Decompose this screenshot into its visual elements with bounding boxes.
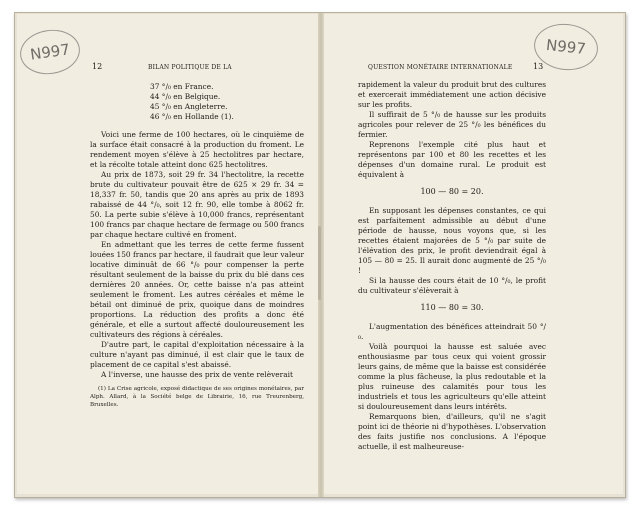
footnote-text: (1) La Crise agricole, exposé didactique de ses origines monétaires, par Alph. Allard, à la Société belge de Librairie, 16, rue Treurenberg, Bruxelles. bbox=[90, 386, 304, 408]
left-page-number: 12 bbox=[92, 62, 103, 71]
percentage-item: 45 °/₀ en Angleterre. bbox=[150, 102, 228, 111]
paragraph: D'autre part, le capital d'exploitation nécessaire à la culture n'ayant pas diminué, il est clair que le taux de placement de ce capital s'est abaissé. bbox=[90, 340, 304, 369]
left-body-text bbox=[90, 130, 304, 380]
percentage-item: 37 °/₀ en France. bbox=[150, 82, 214, 91]
paragraph: A l'inverse, une hausse des prix de vente relèverait bbox=[101, 370, 293, 379]
archive-stamp-left: N997 bbox=[17, 26, 83, 78]
percentage-list bbox=[150, 82, 234, 122]
paragraph: Il suffirait de 5 °/₀ de hausse sur les produits agricoles pour relever de 25 °/₀ les bénéfices du fermier. bbox=[358, 110, 546, 139]
equation: 110 — 80 = 30. bbox=[420, 303, 484, 312]
left-running-header: BILAN POLITIQUE DE LA bbox=[148, 64, 232, 71]
right-body-text bbox=[358, 80, 546, 452]
paragraph: Au prix de 1873, soit 29 fr. 34 l'hectolitre, la recette brute du cultivateur pouvait être de 625 × 29 fr. 34 = 18,337 fr. 50, tandis que 20 ans après au prix de 1893 rabaissé de 44 °/₀, soit 12 fr. 90, elle tombe à 8062 fr. 50. La perte subie s'élève à 10,000 francs, représentant 100 francs par chaque hectare de fermage ou 500 francs par chaque hectare cultivé en froment. bbox=[90, 170, 304, 239]
paragraph: rapidement la valeur du produit brut des cultures et exercerait immédiatement une action décisive sur les profits. bbox=[358, 80, 546, 109]
percentage-item: 44 °/₀ en Belgique. bbox=[150, 92, 221, 101]
paragraph: Voilà pourquoi la hausse est saluée avec enthousiasme par tous ceux qui voient grossir leurs gains, de même que la baisse est considérée comme la plus fâcheuse, la plus redoutable et la plus ruineuse des calamités pour tous les industriels et tous les agriculteurs qu'elle atteint si douloureusement dans leurs intérêts. bbox=[358, 342, 547, 411]
paragraph: Voici une ferme de 100 hectares, où le cinquième de la surface était consacré à la production du froment. Le rendement moyen s'élève à 25 hectolitres par hectare, et la récolte totale atteint donc 625 hectolitres. bbox=[90, 130, 304, 169]
paragraph: L'augmentation des bénéfices atteindrait 50 °/₀. bbox=[358, 322, 546, 341]
archive-stamp-right: N997 bbox=[532, 21, 600, 73]
percentage-item: 46 °/₀ en Hollande (1). bbox=[150, 112, 234, 121]
paragraph: En supposant les dépenses constantes, ce qui est parfaitement admissible au début d'une période de hausse, nous voyons que, si les recettes étaient majorées de 5 °/₀ par suite de l'élévation des prix, le profit deviendrait égal à 105 — 80 = 25. Il aurait donc augmenté de 25 °/₀ ! bbox=[358, 206, 546, 275]
paragraph: Reprenons l'exemple cité plus haut et représentons par 100 et 80 les recettes et les dépenses d'un domaine rural. Le produit est équivalent à bbox=[358, 140, 546, 179]
paragraph: Si la hausse des cours était de 10 °/₀, le profit du cultivateur s'élèverait à bbox=[358, 276, 546, 295]
footnote bbox=[90, 385, 304, 409]
equation: 100 — 80 = 20. bbox=[420, 187, 484, 196]
paragraph: Remarquons bien, d'ailleurs, qu'il ne s'agit point ici de théorie ni d'hypothèses. L'observation des faits justifie nos conclusions. A l'époque actuelle, il est malheureuse- bbox=[358, 412, 546, 451]
right-page-number: 13 bbox=[533, 62, 544, 71]
paragraph: En admettant que les terres de cette ferme fussent louées 150 francs par hectare, il faudrait que leur valeur locative diminuât de 66 °/₀ pour compenser la perte résultant seulement de la baisse du prix du blé dans ces dernières 20 années. Or, cette baisse n'a pas atteint seulement le froment. Les autres céréales et même le bétail ont diminué de prix, quoique dans de moindres proportions. La réduction des profits a donc été générale, et elle a surtout affecté douloureusement les cultivateurs des régions à céréales. bbox=[90, 240, 304, 339]
right-running-header: QUESTION MONÉTAIRE INTERNATIONALE bbox=[368, 64, 513, 71]
binding-thread bbox=[318, 226, 321, 300]
